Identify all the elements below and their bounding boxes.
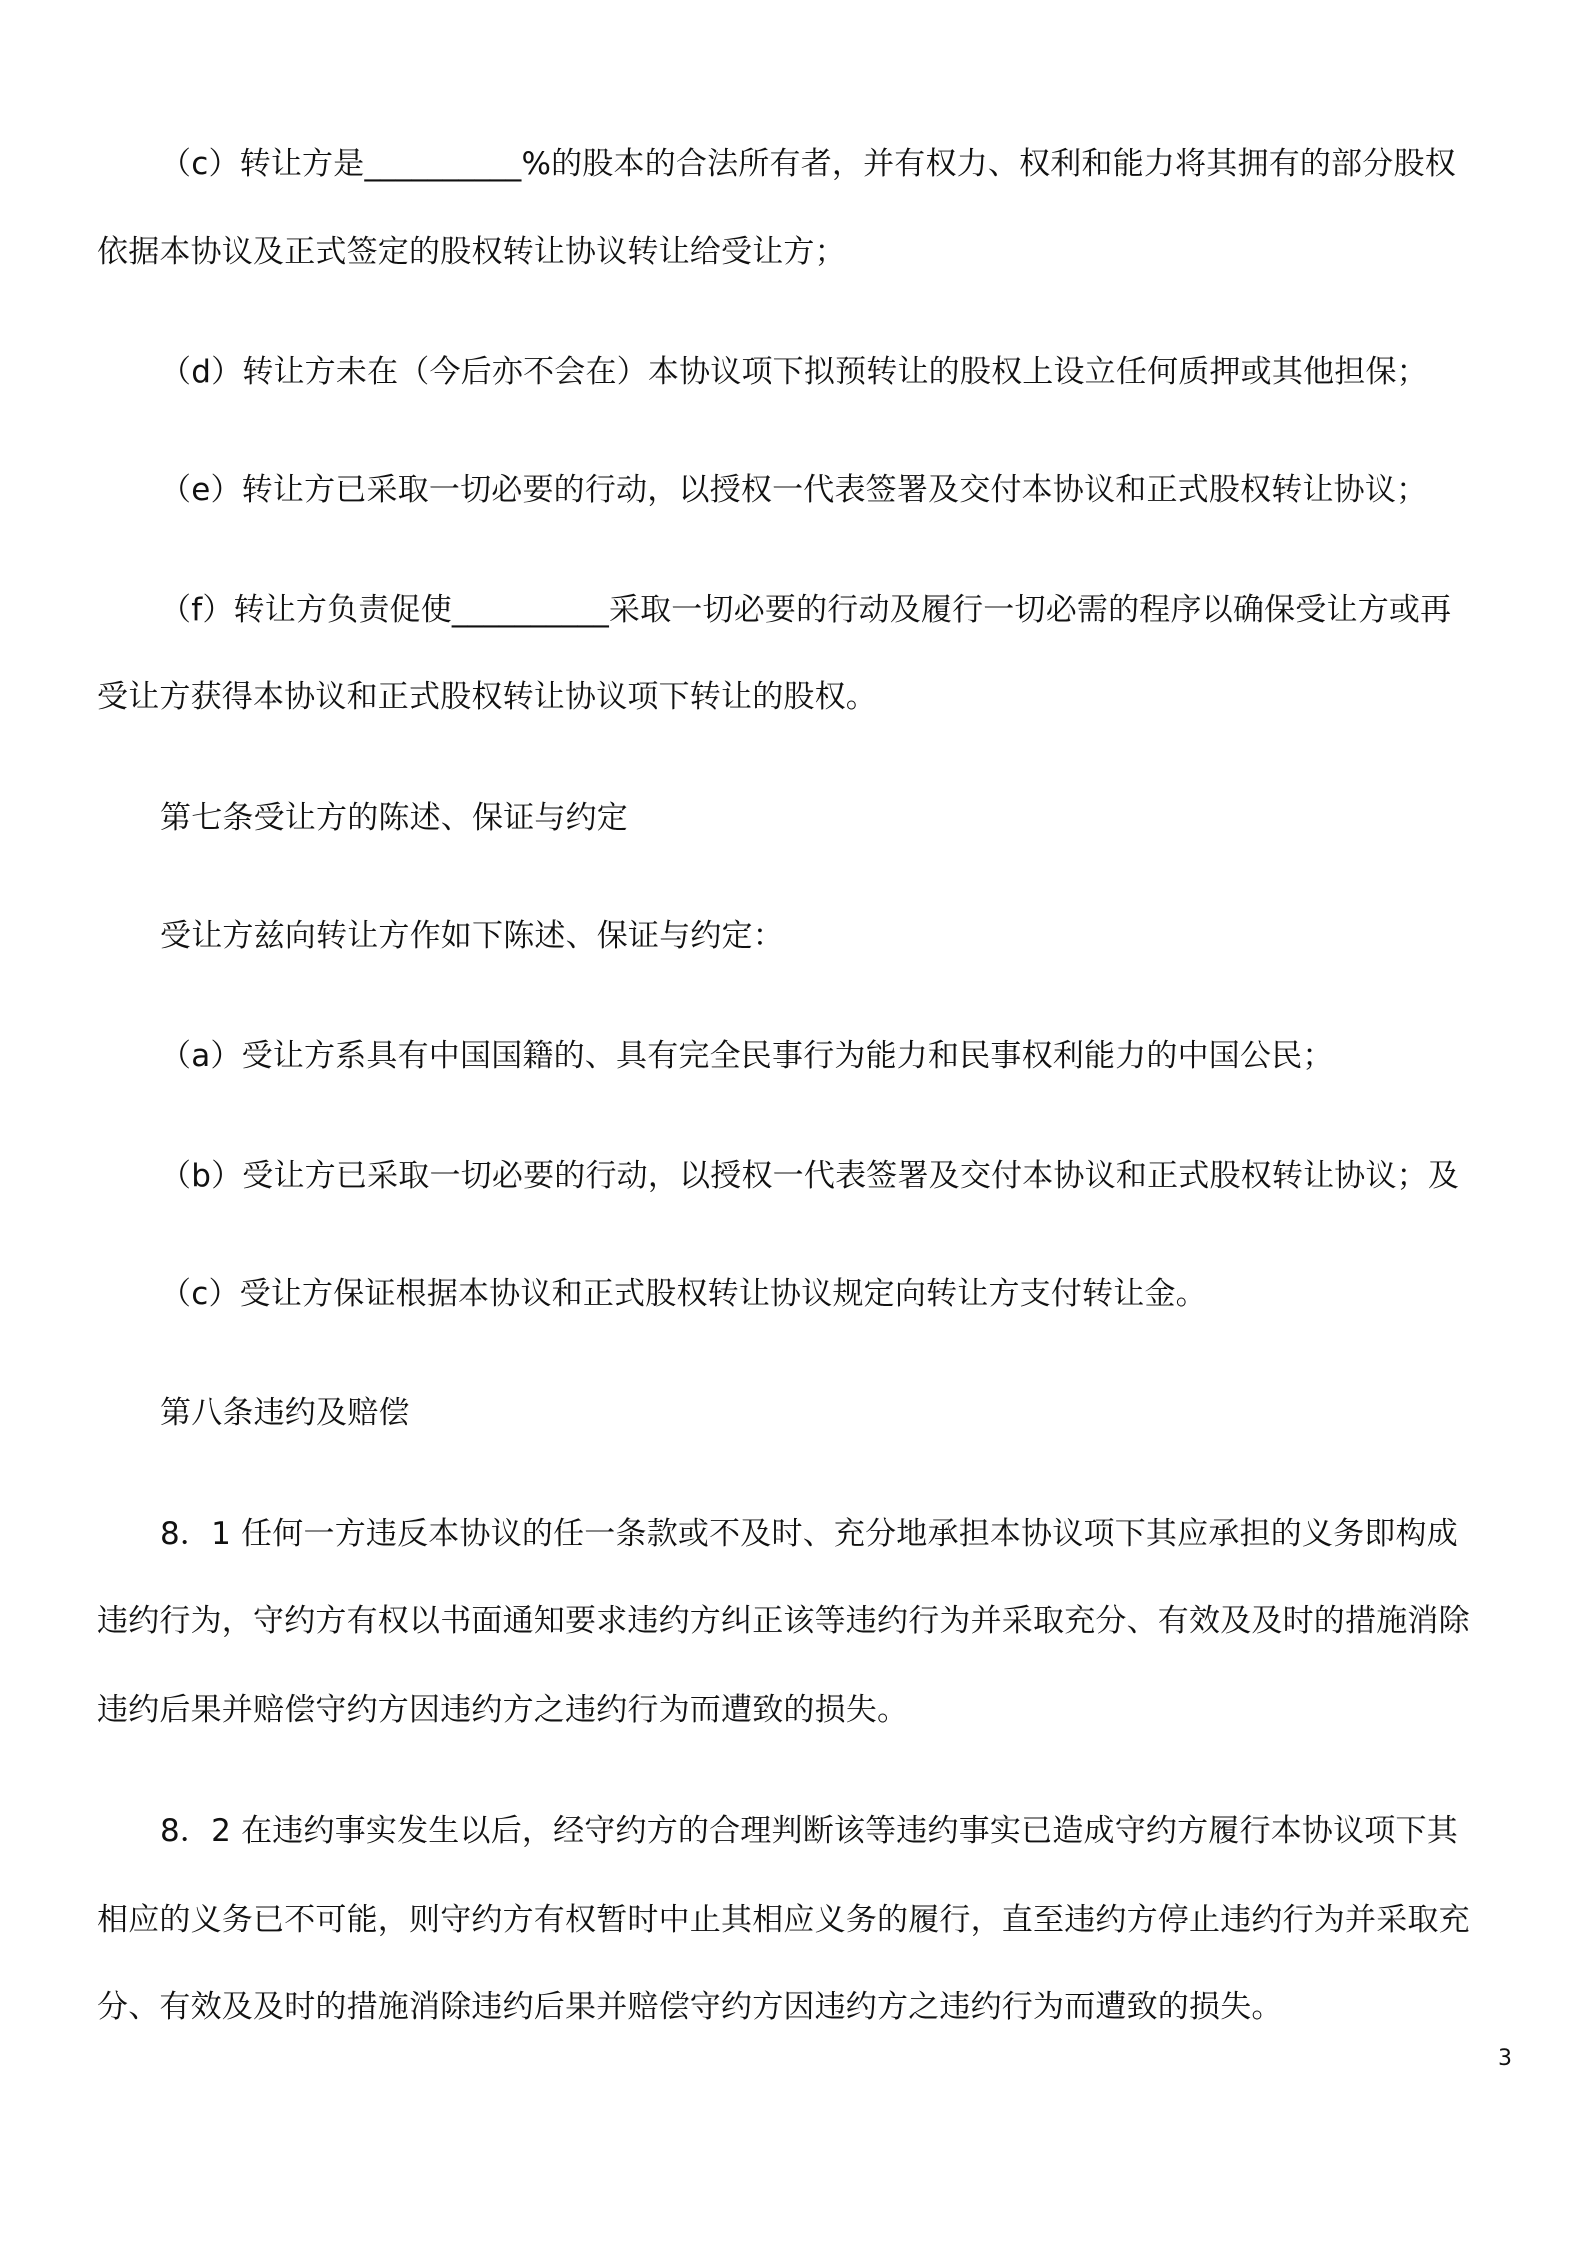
clause-6d: （d）转让方未在（今后亦不会在）本协议项下拟预转让的股权上设立任何质押或其他担保； [160,354,1428,390]
clause-8-1-line-2: 违约行为，守约方有权以书面通知要求违约方纠正该等违约行为并采取充分、有效及及时的措施消除 [97,1603,1470,1639]
clause-6c-line-2: 依据本协议及正式签定的股权转让协议转让给受让方； [97,234,846,270]
clause-8-1-line-3: 违约后果并赔偿守约方因违约方之违约行为而遭致的损失。 [97,1692,909,1728]
article-7-title: 第七条受让方的陈述、保证与约定 [160,800,628,836]
page-number: 3 [1498,2046,1512,2071]
clause-8-2-line-2: 相应的义务已不可能，则守约方有权暂时中止其相应义务的履行，直至违约方停止违约行为并采取充 [97,1902,1470,1938]
article-8-title: 第八条违约及赔偿 [160,1395,410,1431]
clause-8-2-line-1: 8．2 在违约事实发生以后，经守约方的合理判断该等违约事实已造成守约方履行本协议项下其 [160,1813,1458,1849]
clause-7a: （a）受让方系具有中国国籍的、具有完全民事行为能力和民事权利能力的中国公民； [160,1038,1334,1074]
clause-6c-line-1: （c）转让方是__________%的股本的合法所有者，并有权力、权利和能力将其拥有的部分股权 [160,146,1456,182]
clause-7b: （b）受让方已采取一切必要的行动，以授权一代表签署及交付本协议和正式股权转让协议；及 [160,1158,1460,1194]
clause-7c: （c）受让方保证根据本协议和正式股权转让协议规定向转让方支付转让金。 [160,1276,1207,1312]
article-7-intro: 受让方兹向转让方作如下陈述、保证与约定： [160,918,784,954]
clause-6f-line-1: （f）转让方负责促使__________采取一切必要的行动及履行一切必需的程序以确保受让方或再 [160,592,1452,628]
clause-6e: （e）转让方已采取一切必要的行动，以授权一代表签署及交付本协议和正式股权转让协议； [160,472,1428,508]
clause-8-1-line-1: 8．1 任何一方违反本协议的任一条款或不及时、充分地承担本协议项下其应承担的义务即构成 [160,1516,1458,1552]
clause-6f-line-2: 受让方获得本协议和正式股权转让协议项下转让的股权。 [97,679,877,715]
clause-8-2-line-3: 分、有效及及时的措施消除违约后果并赔偿守约方因违约方之违约行为而遭致的损失。 [97,1989,1283,2025]
